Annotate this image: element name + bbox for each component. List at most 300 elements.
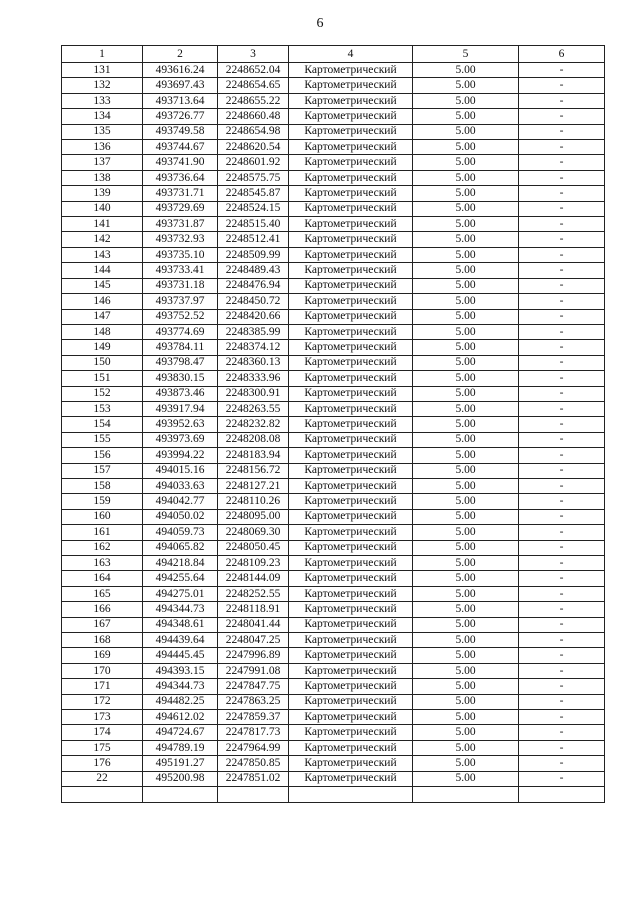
point-number-cell: 174 xyxy=(62,725,143,740)
accuracy-cell: 5.00 xyxy=(413,170,519,185)
point-number-cell: 164 xyxy=(62,571,143,586)
note-cell: - xyxy=(519,78,605,93)
y-coordinate-cell: 2248232.82 xyxy=(218,417,289,432)
note-cell: - xyxy=(519,463,605,478)
table-row xyxy=(62,124,605,139)
point-number-cell: 132 xyxy=(62,78,143,93)
header-col-3: 3 xyxy=(218,46,289,63)
accuracy-cell: 5.00 xyxy=(413,571,519,586)
accuracy-cell: 5.00 xyxy=(413,710,519,725)
x-coordinate-cell: 493873.46 xyxy=(143,386,218,401)
point-number-cell: 167 xyxy=(62,617,143,632)
x-coordinate-cell: 493731.71 xyxy=(143,186,218,201)
point-number-cell: 162 xyxy=(62,540,143,555)
method-cell: Картометрический xyxy=(289,478,413,493)
method-cell: Картометрический xyxy=(289,417,413,432)
y-coordinate-cell: 2248654.98 xyxy=(218,124,289,139)
accuracy-cell: 5.00 xyxy=(413,694,519,709)
accuracy-cell: 5.00 xyxy=(413,463,519,478)
table-row xyxy=(62,787,605,803)
method-cell: Картометрический xyxy=(289,525,413,540)
table-row xyxy=(62,78,605,93)
x-coordinate-cell: 493798.47 xyxy=(143,355,218,370)
y-coordinate-cell: 2248509.99 xyxy=(218,247,289,262)
point-number-cell: 176 xyxy=(62,756,143,771)
y-coordinate-cell: 2248660.48 xyxy=(218,109,289,124)
table-row xyxy=(62,93,605,108)
header-col-5: 5 xyxy=(413,46,519,63)
y-coordinate-cell: 2248620.54 xyxy=(218,140,289,155)
note-cell: - xyxy=(519,494,605,509)
accuracy-cell: 5.00 xyxy=(413,648,519,663)
y-coordinate-cell: 2248110.26 xyxy=(218,494,289,509)
table-row xyxy=(62,324,605,339)
accuracy-cell xyxy=(413,787,519,803)
x-coordinate-cell: 493616.24 xyxy=(143,63,218,78)
y-coordinate-cell: 2248450.72 xyxy=(218,294,289,309)
y-coordinate-cell: 2248489.43 xyxy=(218,263,289,278)
x-coordinate-cell: 493713.64 xyxy=(143,93,218,108)
x-coordinate-cell: 494482.25 xyxy=(143,694,218,709)
accuracy-cell: 5.00 xyxy=(413,586,519,601)
y-coordinate-cell: 2247991.08 xyxy=(218,663,289,678)
accuracy-cell: 5.00 xyxy=(413,633,519,648)
accuracy-cell: 5.00 xyxy=(413,617,519,632)
x-coordinate-cell: 493952.63 xyxy=(143,417,218,432)
point-number-cell: 171 xyxy=(62,679,143,694)
x-coordinate-cell: 494612.02 xyxy=(143,710,218,725)
header-col-6: 6 xyxy=(519,46,605,63)
y-coordinate-cell: 2247850.85 xyxy=(218,756,289,771)
table-row xyxy=(62,140,605,155)
y-coordinate-cell: 2248252.55 xyxy=(218,586,289,601)
method-cell: Картометрический xyxy=(289,710,413,725)
point-number-cell: 161 xyxy=(62,525,143,540)
note-cell: - xyxy=(519,633,605,648)
method-cell: Картометрический xyxy=(289,494,413,509)
y-coordinate-cell: 2248515.40 xyxy=(218,217,289,232)
method-cell: Картометрический xyxy=(289,586,413,601)
y-coordinate-cell: 2248360.13 xyxy=(218,355,289,370)
y-coordinate-cell: 2248156.72 xyxy=(218,463,289,478)
accuracy-cell: 5.00 xyxy=(413,247,519,262)
y-coordinate-cell: 2248300.91 xyxy=(218,386,289,401)
table-row xyxy=(62,355,605,370)
table-row xyxy=(62,232,605,247)
y-coordinate-cell: 2248095.00 xyxy=(218,509,289,524)
point-number-cell: 146 xyxy=(62,294,143,309)
note-cell: - xyxy=(519,386,605,401)
method-cell: Картометрический xyxy=(289,155,413,170)
point-number-cell: 148 xyxy=(62,324,143,339)
header-col-4: 4 xyxy=(289,46,413,63)
accuracy-cell: 5.00 xyxy=(413,217,519,232)
point-number-cell: 133 xyxy=(62,93,143,108)
table-row xyxy=(62,263,605,278)
x-coordinate-cell: 493731.18 xyxy=(143,278,218,293)
note-cell: - xyxy=(519,232,605,247)
accuracy-cell: 5.00 xyxy=(413,371,519,386)
x-coordinate-cell: 495191.27 xyxy=(143,756,218,771)
method-cell: Картометрический xyxy=(289,602,413,617)
method-cell: Картометрический xyxy=(289,93,413,108)
accuracy-cell: 5.00 xyxy=(413,448,519,463)
table-row xyxy=(62,401,605,416)
accuracy-cell: 5.00 xyxy=(413,140,519,155)
point-number-cell: 163 xyxy=(62,556,143,571)
method-cell: Картометрический xyxy=(289,201,413,216)
point-number-cell: 131 xyxy=(62,63,143,78)
accuracy-cell: 5.00 xyxy=(413,602,519,617)
method-cell: Картометрический xyxy=(289,263,413,278)
point-number-cell: 173 xyxy=(62,710,143,725)
note-cell: - xyxy=(519,525,605,540)
method-cell: Картометрический xyxy=(289,571,413,586)
note-cell: - xyxy=(519,294,605,309)
point-number-cell: 134 xyxy=(62,109,143,124)
note-cell: - xyxy=(519,140,605,155)
y-coordinate-cell: 2248374.12 xyxy=(218,340,289,355)
note-cell: - xyxy=(519,324,605,339)
note-cell: - xyxy=(519,694,605,709)
table-row xyxy=(62,417,605,432)
y-coordinate-cell xyxy=(218,787,289,803)
x-coordinate-cell: 494050.02 xyxy=(143,509,218,524)
y-coordinate-cell: 2247996.89 xyxy=(218,648,289,663)
y-coordinate-cell: 2248476.94 xyxy=(218,278,289,293)
point-number-cell: 150 xyxy=(62,355,143,370)
x-coordinate-cell: 493830.15 xyxy=(143,371,218,386)
table-row xyxy=(62,478,605,493)
note-cell: - xyxy=(519,155,605,170)
y-coordinate-cell: 2248654.65 xyxy=(218,78,289,93)
method-cell: Картометрический xyxy=(289,509,413,524)
accuracy-cell: 5.00 xyxy=(413,309,519,324)
table-row xyxy=(62,309,605,324)
table-row xyxy=(62,386,605,401)
method-cell: Картометрический xyxy=(289,278,413,293)
table-row xyxy=(62,756,605,771)
note-cell: - xyxy=(519,602,605,617)
y-coordinate-cell: 2248208.08 xyxy=(218,432,289,447)
x-coordinate-cell: 493732.93 xyxy=(143,232,218,247)
y-coordinate-cell: 2248575.75 xyxy=(218,170,289,185)
point-number-cell: 169 xyxy=(62,648,143,663)
method-cell: Картометрический xyxy=(289,232,413,247)
method-cell: Картометрический xyxy=(289,756,413,771)
method-cell: Картометрический xyxy=(289,247,413,262)
y-coordinate-cell: 2248601.92 xyxy=(218,155,289,170)
y-coordinate-cell: 2248385.99 xyxy=(218,324,289,339)
point-number-cell: 153 xyxy=(62,401,143,416)
table-row xyxy=(62,771,605,786)
point-number-cell: 145 xyxy=(62,278,143,293)
x-coordinate-cell: 495200.98 xyxy=(143,771,218,786)
method-cell: Картометрический xyxy=(289,694,413,709)
method-cell: Картометрический xyxy=(289,309,413,324)
note-cell: - xyxy=(519,756,605,771)
y-coordinate-cell: 2248050.45 xyxy=(218,540,289,555)
note-cell: - xyxy=(519,540,605,555)
point-number-cell: 156 xyxy=(62,448,143,463)
note-cell: - xyxy=(519,679,605,694)
point-number-cell: 165 xyxy=(62,586,143,601)
accuracy-cell: 5.00 xyxy=(413,494,519,509)
accuracy-cell: 5.00 xyxy=(413,155,519,170)
accuracy-cell: 5.00 xyxy=(413,740,519,755)
x-coordinate-cell: 493731.87 xyxy=(143,217,218,232)
x-coordinate-cell: 493735.10 xyxy=(143,247,218,262)
y-coordinate-cell: 2248127.21 xyxy=(218,478,289,493)
accuracy-cell: 5.00 xyxy=(413,93,519,108)
point-number-cell: 22 xyxy=(62,771,143,786)
table-row xyxy=(62,109,605,124)
method-cell: Картометрический xyxy=(289,463,413,478)
note-cell: - xyxy=(519,401,605,416)
point-number-cell: 135 xyxy=(62,124,143,139)
method-cell: Картометрический xyxy=(289,294,413,309)
y-coordinate-cell: 2247847.75 xyxy=(218,679,289,694)
table-row xyxy=(62,602,605,617)
x-coordinate-cell xyxy=(143,787,218,803)
note-cell: - xyxy=(519,247,605,262)
y-coordinate-cell: 2248333.96 xyxy=(218,371,289,386)
method-cell: Картометрический xyxy=(289,663,413,678)
method-cell: Картометрический xyxy=(289,186,413,201)
x-coordinate-cell: 494724.67 xyxy=(143,725,218,740)
note-cell: - xyxy=(519,571,605,586)
point-number-cell: 151 xyxy=(62,371,143,386)
point-number-cell: 157 xyxy=(62,463,143,478)
point-number-cell: 147 xyxy=(62,309,143,324)
y-coordinate-cell: 2248041.44 xyxy=(218,617,289,632)
method-cell: Картометрический xyxy=(289,386,413,401)
note-cell: - xyxy=(519,586,605,601)
x-coordinate-cell: 494042.77 xyxy=(143,494,218,509)
x-coordinate-cell: 493784.11 xyxy=(143,340,218,355)
table-row xyxy=(62,186,605,201)
method-cell: Картометрический xyxy=(289,324,413,339)
table-row xyxy=(62,571,605,586)
table-row xyxy=(62,694,605,709)
x-coordinate-cell: 493973.69 xyxy=(143,432,218,447)
x-coordinate-cell: 494789.19 xyxy=(143,740,218,755)
point-number-cell: 175 xyxy=(62,740,143,755)
x-coordinate-cell: 494344.73 xyxy=(143,679,218,694)
accuracy-cell: 5.00 xyxy=(413,355,519,370)
y-coordinate-cell: 2248420.66 xyxy=(218,309,289,324)
accuracy-cell: 5.00 xyxy=(413,263,519,278)
method-cell xyxy=(289,787,413,803)
accuracy-cell: 5.00 xyxy=(413,432,519,447)
note-cell: - xyxy=(519,771,605,786)
accuracy-cell: 5.00 xyxy=(413,771,519,786)
accuracy-cell: 5.00 xyxy=(413,417,519,432)
y-coordinate-cell: 2247964.99 xyxy=(218,740,289,755)
note-cell: - xyxy=(519,170,605,185)
note-cell: - xyxy=(519,63,605,78)
table-row xyxy=(62,540,605,555)
x-coordinate-cell: 494275.01 xyxy=(143,586,218,601)
method-cell: Картометрический xyxy=(289,371,413,386)
note-cell: - xyxy=(519,740,605,755)
accuracy-cell: 5.00 xyxy=(413,556,519,571)
table-row xyxy=(62,155,605,170)
note-cell: - xyxy=(519,93,605,108)
page-number: 6 xyxy=(316,16,324,31)
accuracy-cell: 5.00 xyxy=(413,386,519,401)
point-number-cell: 149 xyxy=(62,340,143,355)
accuracy-cell: 5.00 xyxy=(413,540,519,555)
y-coordinate-cell: 2248047.25 xyxy=(218,633,289,648)
table-row xyxy=(62,217,605,232)
note-cell: - xyxy=(519,186,605,201)
accuracy-cell: 5.00 xyxy=(413,679,519,694)
accuracy-cell: 5.00 xyxy=(413,109,519,124)
x-coordinate-cell: 494348.61 xyxy=(143,617,218,632)
x-coordinate-cell: 493917.94 xyxy=(143,401,218,416)
method-cell: Картометрический xyxy=(289,633,413,648)
table-row xyxy=(62,247,605,262)
x-coordinate-cell: 494344.73 xyxy=(143,602,218,617)
coordinates-table xyxy=(61,45,605,803)
x-coordinate-cell: 493697.43 xyxy=(143,78,218,93)
note-cell: - xyxy=(519,109,605,124)
table-row xyxy=(62,201,605,216)
table-header-row xyxy=(62,46,605,63)
note-cell: - xyxy=(519,201,605,216)
note-cell: - xyxy=(519,432,605,447)
note-cell: - xyxy=(519,263,605,278)
x-coordinate-cell: 494033.63 xyxy=(143,478,218,493)
table-row xyxy=(62,340,605,355)
x-coordinate-cell: 493994.22 xyxy=(143,448,218,463)
table-row xyxy=(62,617,605,632)
method-cell: Картометрический xyxy=(289,401,413,416)
y-coordinate-cell: 2248655.22 xyxy=(218,93,289,108)
accuracy-cell: 5.00 xyxy=(413,124,519,139)
accuracy-cell: 5.00 xyxy=(413,324,519,339)
method-cell: Картометрический xyxy=(289,78,413,93)
table-row xyxy=(62,371,605,386)
table-row xyxy=(62,494,605,509)
note-cell: - xyxy=(519,663,605,678)
table-row xyxy=(62,556,605,571)
note-cell: - xyxy=(519,355,605,370)
accuracy-cell: 5.00 xyxy=(413,201,519,216)
accuracy-cell: 5.00 xyxy=(413,186,519,201)
note-cell: - xyxy=(519,725,605,740)
x-coordinate-cell: 493726.77 xyxy=(143,109,218,124)
y-coordinate-cell: 2247863.25 xyxy=(218,694,289,709)
accuracy-cell: 5.00 xyxy=(413,294,519,309)
table-row xyxy=(62,725,605,740)
point-number-cell: 154 xyxy=(62,417,143,432)
y-coordinate-cell: 2247859.37 xyxy=(218,710,289,725)
table-row xyxy=(62,278,605,293)
y-coordinate-cell: 2248118.91 xyxy=(218,602,289,617)
x-coordinate-cell: 493733.41 xyxy=(143,263,218,278)
point-number-cell: 158 xyxy=(62,478,143,493)
method-cell: Картометрический xyxy=(289,725,413,740)
method-cell: Картометрический xyxy=(289,355,413,370)
accuracy-cell: 5.00 xyxy=(413,401,519,416)
x-coordinate-cell: 494393.15 xyxy=(143,663,218,678)
table-row xyxy=(62,648,605,663)
table-row xyxy=(62,679,605,694)
x-coordinate-cell: 493741.90 xyxy=(143,155,218,170)
method-cell: Картометрический xyxy=(289,217,413,232)
point-number-cell xyxy=(62,787,143,803)
method-cell: Картометрический xyxy=(289,617,413,632)
method-cell: Картометрический xyxy=(289,124,413,139)
table-row xyxy=(62,586,605,601)
table-row xyxy=(62,525,605,540)
note-cell xyxy=(519,787,605,803)
accuracy-cell: 5.00 xyxy=(413,525,519,540)
accuracy-cell: 5.00 xyxy=(413,756,519,771)
y-coordinate-cell: 2248144.09 xyxy=(218,571,289,586)
point-number-cell: 143 xyxy=(62,247,143,262)
x-coordinate-cell: 494218.84 xyxy=(143,556,218,571)
point-number-cell: 168 xyxy=(62,633,143,648)
point-number-cell: 136 xyxy=(62,140,143,155)
note-cell: - xyxy=(519,710,605,725)
method-cell: Картометрический xyxy=(289,679,413,694)
accuracy-cell: 5.00 xyxy=(413,232,519,247)
y-coordinate-cell: 2248545.87 xyxy=(218,186,289,201)
note-cell: - xyxy=(519,509,605,524)
point-number-cell: 137 xyxy=(62,155,143,170)
method-cell: Картометрический xyxy=(289,771,413,786)
point-number-cell: 152 xyxy=(62,386,143,401)
note-cell: - xyxy=(519,124,605,139)
x-coordinate-cell: 493749.58 xyxy=(143,124,218,139)
note-cell: - xyxy=(519,340,605,355)
accuracy-cell: 5.00 xyxy=(413,478,519,493)
x-coordinate-cell: 493729.69 xyxy=(143,201,218,216)
y-coordinate-cell: 2248524.15 xyxy=(218,201,289,216)
x-coordinate-cell: 494059.73 xyxy=(143,525,218,540)
x-coordinate-cell: 494445.45 xyxy=(143,648,218,663)
table-row xyxy=(62,710,605,725)
note-cell: - xyxy=(519,478,605,493)
accuracy-cell: 5.00 xyxy=(413,278,519,293)
point-number-cell: 160 xyxy=(62,509,143,524)
table-row xyxy=(62,294,605,309)
method-cell: Картометрический xyxy=(289,140,413,155)
note-cell: - xyxy=(519,309,605,324)
table-row xyxy=(62,432,605,447)
method-cell: Картометрический xyxy=(289,740,413,755)
accuracy-cell: 5.00 xyxy=(413,725,519,740)
x-coordinate-cell: 493736.64 xyxy=(143,170,218,185)
note-cell: - xyxy=(519,556,605,571)
method-cell: Картометрический xyxy=(289,648,413,663)
x-coordinate-cell: 493774.69 xyxy=(143,324,218,339)
y-coordinate-cell: 2247817.73 xyxy=(218,725,289,740)
y-coordinate-cell: 2247851.02 xyxy=(218,771,289,786)
method-cell: Картометрический xyxy=(289,340,413,355)
table-row xyxy=(62,170,605,185)
x-coordinate-cell: 494439.64 xyxy=(143,633,218,648)
point-number-cell: 141 xyxy=(62,217,143,232)
table-row xyxy=(62,633,605,648)
method-cell: Картометрический xyxy=(289,556,413,571)
note-cell: - xyxy=(519,217,605,232)
x-coordinate-cell: 493744.67 xyxy=(143,140,218,155)
note-cell: - xyxy=(519,278,605,293)
